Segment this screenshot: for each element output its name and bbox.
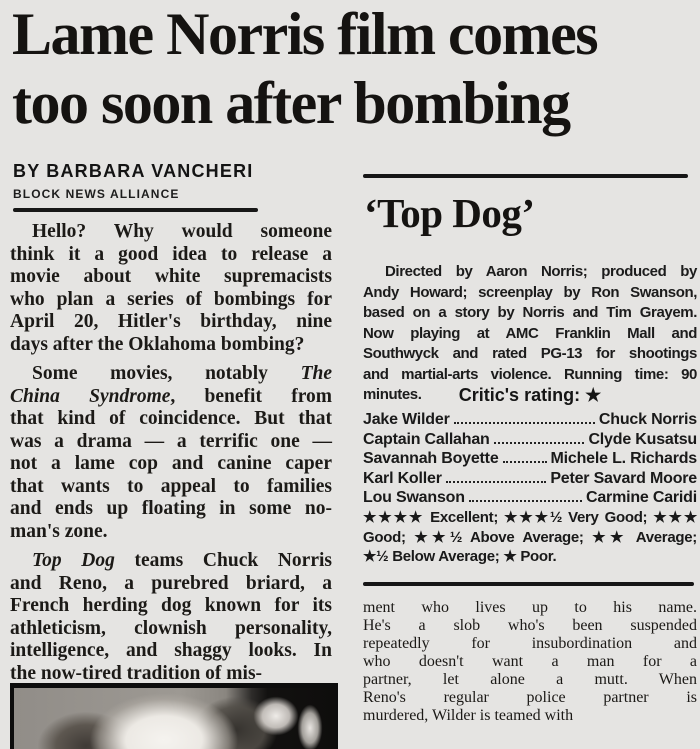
text-line: and martial-arts violence. Running time: 90 <box>363 365 697 383</box>
text-line: Some movies, notably The <box>32 363 332 384</box>
cast-actor: Carmine Caridi <box>585 489 697 507</box>
headline-line-2: too soon after bombing <box>12 70 570 136</box>
critics-rating <box>363 385 697 405</box>
cast-actor: Peter Savard Moore <box>550 469 697 487</box>
cast-character: Jake Wilder <box>363 411 450 428</box>
text-line: murdered, Wilder is teamed with <box>363 707 574 724</box>
text-line: ment who lives up to his name. <box>363 599 697 616</box>
text-line: the now-tired tradition of mis- <box>10 662 263 684</box>
text-line: man's zone. <box>10 520 108 542</box>
critics-rating-label: Critic's rating: <box>458 385 581 405</box>
ratings-key <box>363 508 697 567</box>
text-line: Hello? Why would someone <box>32 221 332 242</box>
review-credits <box>363 262 697 406</box>
dotted-leader <box>494 442 585 444</box>
cast-row <box>363 449 697 469</box>
left-column <box>10 221 332 692</box>
text-line: athleticism, clownish personality, <box>10 617 332 639</box>
dotted-leader <box>469 500 582 502</box>
cast-actor: Michele L. Richards <box>550 450 697 468</box>
text-line: China Syndrome, benefit from <box>10 385 332 407</box>
text-line: who plan a series of bombings for <box>10 288 332 310</box>
text-line: not a lame cop and canine caper <box>10 453 332 474</box>
text-line: days after the Oklahoma bombing? <box>10 333 305 355</box>
text-line: Top Dog teams Chuck Norris <box>32 550 332 571</box>
text-line: Southwyck and rated PG-13 for shootings <box>363 345 697 362</box>
text-line: who doesn't want a man for a <box>363 653 697 670</box>
text-line: Directed by Aaron Norris; produced by <box>385 263 697 280</box>
text-line: Good; ★★½ Above Average; ★★ Average; <box>363 528 697 546</box>
cast-character: Lou Swanson <box>363 489 465 507</box>
cast-character: Karl Koller <box>363 469 442 487</box>
cast-character: Captain Callahan <box>363 430 490 448</box>
text-line: movie about white supremacists <box>10 266 332 287</box>
text-line: think it a good idea to release a <box>10 243 332 265</box>
byline-rule <box>13 208 258 212</box>
text-line: French herding dog known for its <box>10 595 332 616</box>
text-line: Reno's regular police partner is <box>363 689 697 706</box>
headline-line-1: Lame Norris film comes <box>12 1 598 67</box>
dotted-leader <box>503 461 547 463</box>
headline <box>12 0 694 138</box>
cast-actor: Chuck Norris <box>598 411 697 428</box>
dotted-leader <box>454 422 595 424</box>
text-line: intelligence, and shaggy looks. In <box>10 640 332 661</box>
cast-list <box>363 410 697 508</box>
cast-row <box>363 469 697 489</box>
byline-author: BY BARBARA VANCHERI <box>13 161 254 181</box>
text-line: Now playing at AMC Franklin Mall and <box>363 324 697 342</box>
text-line: based on a story by Norris and Tim Grayem. <box>363 304 697 321</box>
text-line: that kind of coincidence. But that <box>10 408 332 429</box>
text-line: minutes. <box>363 386 422 403</box>
cast-actor: Clyde Kusatsu <box>588 430 697 448</box>
right-column-continuation <box>363 599 697 744</box>
paragraph-1 <box>10 221 332 356</box>
text-line: and ends up floating in some no- <box>10 498 332 519</box>
text-line: He's a slob who's been suspended <box>363 617 697 634</box>
critics-rating-stars: ★ <box>585 385 602 405</box>
cast-row <box>363 488 697 508</box>
text-line: ★½ Below Average; ★ Poor. <box>363 548 557 565</box>
text-line: that wants to appeal to families <box>10 475 332 497</box>
text-line: Andy Howard; screenplay by Ron Swanson, <box>363 283 697 301</box>
cast-character: Savannah Boyette <box>363 450 499 468</box>
cast-row <box>363 430 697 450</box>
text-line: repeatedly for insubordination and <box>363 635 697 652</box>
text-line: ★★★★ Excellent; ★★★½ Very Good; ★★★ <box>363 509 697 526</box>
article-photo <box>10 683 338 749</box>
text-line: partner, let alone a mutt. When <box>363 671 697 688</box>
paragraph-2 <box>10 363 332 543</box>
review-box-bottom-rule <box>363 582 694 586</box>
review-box-top-rule <box>363 174 688 178</box>
text-line: was a drama — a terrific one — <box>10 430 332 452</box>
dotted-leader <box>446 481 547 483</box>
paragraph-3 <box>10 550 332 685</box>
text-line: and Reno, a purebred briard, a <box>10 572 332 594</box>
cast-row <box>363 410 697 430</box>
review-title: ‘Top Dog’ <box>364 190 535 236</box>
text-line: April 20, Hitler's birthday, nine <box>10 311 332 332</box>
byline-agency: BLOCK NEWS ALLIANCE <box>13 187 180 201</box>
